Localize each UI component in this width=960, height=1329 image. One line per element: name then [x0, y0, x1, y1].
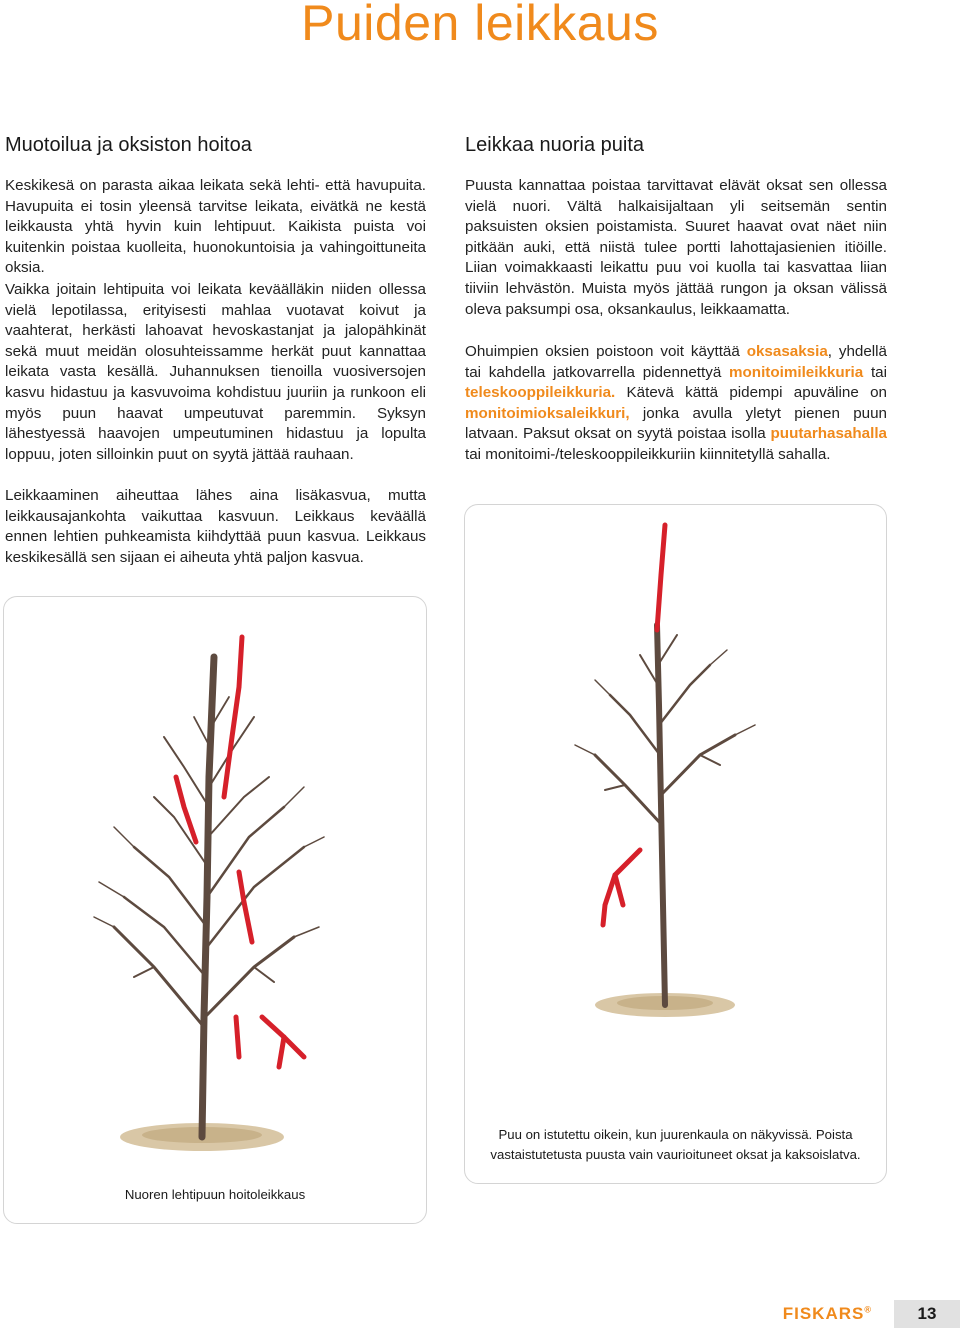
fiskars-logo [783, 1304, 872, 1324]
product-link-oksasakset[interactable]: oksasaksia [746, 343, 828, 360]
right-figure-caption [465, 1125, 886, 1165]
right-heading: Leikkaa nuoria puita [465, 134, 645, 156]
left-figure-caption: Nuoren lehtipuun hoitoleikkaus [124, 1187, 306, 1202]
p2-text-f: tai monitoimi-/teleskooppileikkuriin kiinnitetyllä sahalla. [465, 445, 831, 463]
left-paragraph-2: Vaikka joitain lehtipuita voi leikata keväälläkin niiden ollessa vielä lepotilassa, erityisesti mahlaa vuotavat koivut ja vaahterat, herkästi lahoavat hevoskastanjat ja jalopähkinät sekä muut meidän olosuhteissamme herkät puut kannattaa leikata vasta kesällä. Juhannuksen tienoilla vuosiversojen kasvu hidastuu ja kasvuvoima kohdistuu juuriin ja runkoon eli myös puun haavat umpeutuvat paremmin. Syksyn lähestyessä haavojen umpeutuminen hidastuu ja lopulta loppuu, joten silloinkin puut on syytä jättää rauhaan. [5, 281, 426, 463]
left-paragraph-1: Keskikesä on parasta aikaa leikata sekä lehti- että havupuita. Havupuita ei tosin yleensä tarvitse leikata, eivätkä ne kestä leikkausta yhtä hyvin kuin lehtipuut. Kaikista puista voi kuitenkin poistaa kuolleita, huonokuntoisia ja vahingoittuneita oksia. [5, 177, 426, 277]
left-figure-card [3, 596, 427, 1224]
page-number: 13 [894, 1300, 960, 1328]
right-figure-caption-line-1: Puu on istutettu oikein, kun juurenkaula on näkyvissä. Poista [498, 1127, 853, 1142]
p2-text-a: Ohuimpien oksien poistoon voit käyttää [465, 343, 747, 360]
right-paragraph-1: Puusta kannattaa poistaa tarvittavat elävät oksat sen ollessa vielä nuori. Vältä halkaisijaltaan yli seitsemän sentin paksuisten oksien poistamista. Suuret haavat ovat näet niin pitkään auki, että niistä tulee portti lahottajasienien itiöille. Liian voimakkaasti leikattu puu voi kuolla tai kasvattaa liian tiiviin lehvästön. Muista myös jättää rungon ja oksan välissä oleva paksumpi osa, oksankaulus, leikkaamatta. [465, 177, 887, 318]
product-link-puutarhasaha[interactable]: puutarhasahalla [770, 425, 887, 443]
fiskars-logo-text: FISKARS [782, 1304, 865, 1323]
registered-mark: ® [864, 1304, 872, 1315]
p2-text-e: jonka avulla yletyt pienen puun latvaan. Paksut oksat on syytä poistaa isolla [465, 404, 887, 443]
p2-text-c: tai [863, 363, 888, 381]
right-paragraph-2 [465, 342, 887, 466]
product-link-teleskooppileikkuri[interactable]: teleskooppileikkuria. [465, 384, 616, 402]
page-title: Puiden leikkaus [301, 0, 659, 51]
young-tree-illustration [465, 505, 887, 1184]
product-link-monitoimioksaleikkuri[interactable]: monitoimioksaleikkuri, [465, 404, 630, 422]
right-figure-card [464, 504, 887, 1184]
product-link-monitoimileikkuri[interactable]: monitoimileikkuria [729, 363, 864, 381]
right-figure-caption-line-2: vastaistutetusta puusta vain vaurioituneet oksat ja kaksoislatva. [490, 1147, 861, 1162]
p2-text-d: Kätevä kättä pidempi apuväline on [615, 384, 887, 402]
p2-text-b: , yhdellä tai kahdella jatkovarrella pidennettyä [465, 343, 887, 381]
left-heading: Muotoilua ja oksiston hoitoa [5, 134, 252, 156]
left-paragraph-3: Leikkaaminen aiheuttaa lähes aina lisäkasvua, mutta leikkausajankohta vaikuttaa kasvuun. Leikkaus keväällä ennen lehtien puhkeamista kiihdyttää puun kasvua. Leikkaus keskikesällä sen sijaan ei aiheuta yhtä paljon kasvua. [5, 487, 426, 566]
pruned-tree-illustration [4, 597, 427, 1224]
